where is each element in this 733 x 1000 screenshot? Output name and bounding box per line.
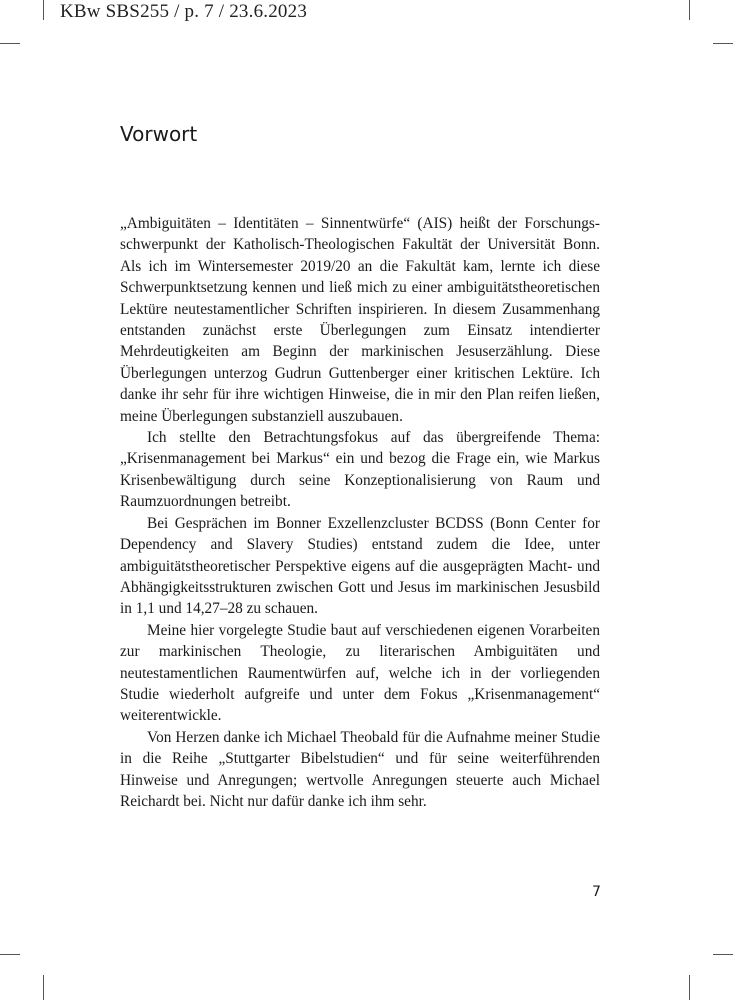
paragraph: Meine hier vorgelegte Studie baut auf verschiedenen eigenen Vorarbeiten zur markinischen Theologie, zu literarischen Ambiguitäten und neutestamentlichen Raumentwürfen auf, welche ich in der vorliegenden Studie wiederholt aufgreife und unter dem Fokus „Krisenmanagement“ weiterentwickle. [120, 621, 600, 725]
paragraph: „Ambiguitäten – Identitäten – Sinnentwürfe“ (AIS) heißt der Forschungsschwerpunkt der Katholisch-Theologischen Fakultät der Universität Bonn. Als ich im Wintersemester 2019/20 an die Fakultät kam, lernte ich diese Schwerpunktsetzung kennen und ließ mich zu einer ambiguitätstheoretischen Lektüre neutestamentlicher Schriften inspirieren. In diesem Zusammenhang entstanden zunächst erste Überlegungen zum Einsatz intendierter Mehrdeutigkeiten am Beginn der markinischen Jesuserzählung. Diese Überlegungen unterzog Gudrun Guttenberger einer kritischen Lektüre. Ich danke ihr sehr für ihre wichtigen Hinweise, die in mir den Plan reifen ließen, meine Überlegungen substanziell auszubauen. [120, 215, 600, 425]
crop-mark-bottom-right [689, 975, 690, 1000]
crop-mark-bottom-left [43, 975, 44, 1000]
crop-mark-left-bottom [0, 954, 20, 955]
page-number: 7 [592, 884, 601, 900]
crop-mark-right-top [713, 43, 733, 44]
crop-mark-top-left [43, 0, 44, 20]
foreword-body [120, 213, 600, 812]
chapter-title: Vorwort [120, 122, 198, 146]
print-job-info: KBw SBS255 / p. 7 / 23.6.2023 [60, 1, 308, 22]
paragraph: Von Herzen danke ich Michael Theobald für die Aufnahme meiner Studie in die Reihe „Stuttgarter Bibelstudien“ und für seine weiterführenden Hinweise und Anregungen; wertvolle Anregungen steuerte auch Michael Reichardt bei. Nicht nur dafür danke ich ihm sehr. [120, 728, 600, 810]
crop-mark-right-bottom [713, 954, 733, 955]
crop-mark-left-top [0, 43, 20, 44]
crop-mark-top-right [689, 0, 690, 20]
paragraph: Bei Gesprächen im Bonner Exzellenzcluster BCDSS (Bonn Center for Dependency and Slavery Studies) entstand zudem die Idee, unter ambiguitätstheoretischer Perspektive eigens auf die ausgeprägten Macht- und Abhängigkeitsstrukturen zwischen Gott und Jesus im markinischen Jesusbild in 1,1 und 14,27–28 zu schauen. [120, 514, 600, 618]
paragraph: Ich stellte den Betrachtungsfokus auf das übergreifende Thema: „Krisenmanagement bei Markus“ ein und bezog die Frage ein, wie Markus Krisenbewältigung durch seine Konzeptionalisierung von Raum und Raumzuordnungen betreibt. [120, 429, 600, 511]
